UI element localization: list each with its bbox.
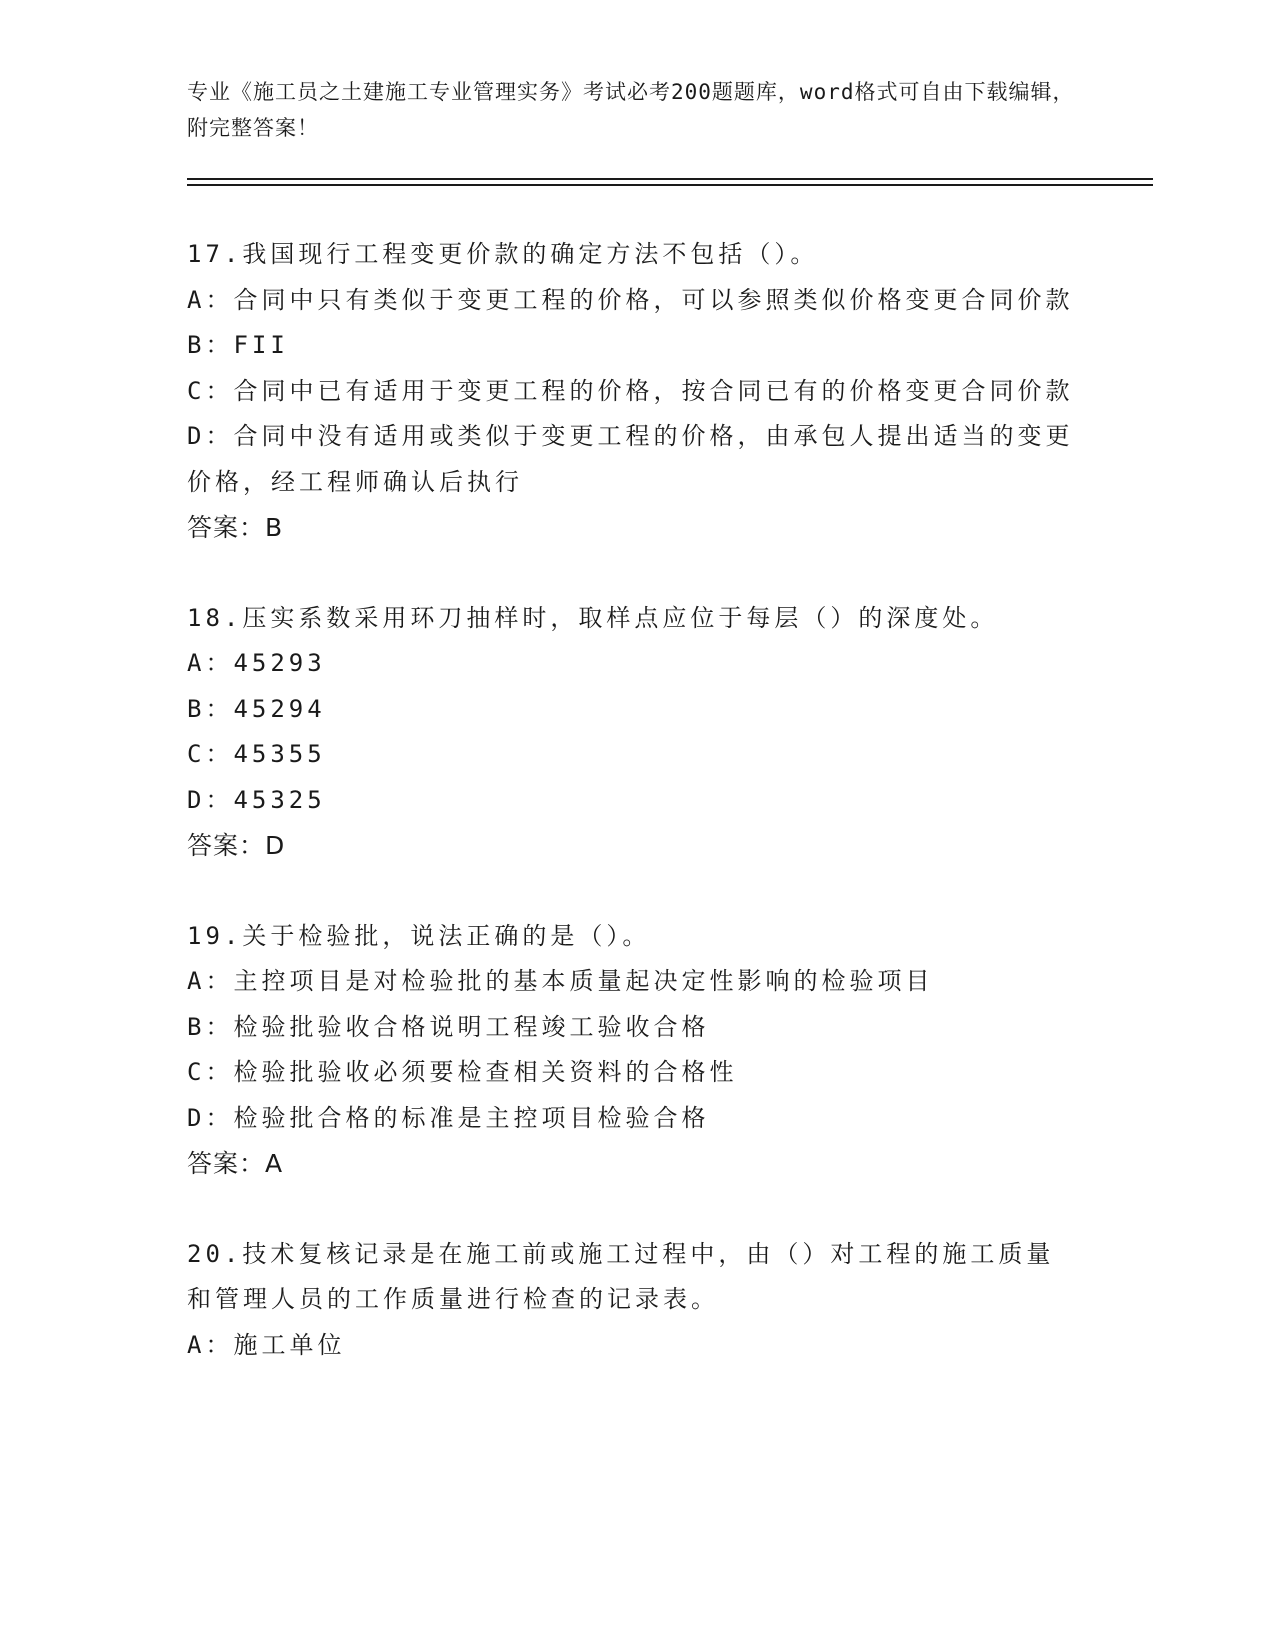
option-a: A：施工单位 xyxy=(187,1330,346,1359)
question-list xyxy=(187,232,1087,1413)
header-divider-bottom xyxy=(187,184,1153,186)
option-c: C：检验批验收必须要检查相关资料的合格性 xyxy=(187,1058,738,1086)
option-c: C：合同中已有适用于变更工程的价格，按合同已有的价格变更合同价款 xyxy=(187,376,1074,405)
question-stem: 17.我国现行工程变更价款的确定方法不包括（）。 xyxy=(187,240,819,268)
option-b: B：检验批验收合格说明工程竣工验收合格 xyxy=(187,1012,710,1041)
option-b: B：FII xyxy=(187,331,289,359)
question-17 xyxy=(187,232,1087,551)
option-d: D：合同中没有适用或类似于变更工程的价格，由承包人提出适当的变更价格，经工程师确认后执行 xyxy=(187,422,1074,496)
question-19 xyxy=(187,914,1087,1187)
option-d: D：45325 xyxy=(187,785,326,814)
question-18 xyxy=(187,596,1087,869)
option-c: C：45355 xyxy=(187,740,326,768)
document-header: 专业《施工员之土建施工专业管理实务》考试必考200题题库，word格式可自由下载编辑，附完整答案！ xyxy=(187,80,1075,140)
answer: 答案：B xyxy=(187,513,284,542)
question-stem: 19.关于检验批，说法正确的是（）。 xyxy=(187,921,651,950)
option-b: B：45294 xyxy=(187,694,326,723)
question-stem: 18.压实系数采用环刀抽样时，取样点应位于每层（）的深度处。 xyxy=(187,603,999,632)
option-a: A：45293 xyxy=(187,649,326,677)
question-20 xyxy=(187,1232,1087,1369)
option-a: A：合同中只有类似于变更工程的价格，可以参照类似价格变更合同价款 xyxy=(187,285,1074,314)
header-divider-top xyxy=(187,178,1153,180)
option-d: D：检验批合格的标准是主控项目检验合格 xyxy=(187,1103,710,1132)
option-a: A：主控项目是对检验批的基本质量起决定性影响的检验项目 xyxy=(187,967,934,995)
question-stem: 20.技术复核记录是在施工前或施工过程中，由（）对工程的施工质量和管理人员的工作质量进行检查的记录表。 xyxy=(187,1239,1055,1313)
answer: 答案：A xyxy=(187,1149,284,1178)
answer: 答案：D xyxy=(187,831,286,860)
